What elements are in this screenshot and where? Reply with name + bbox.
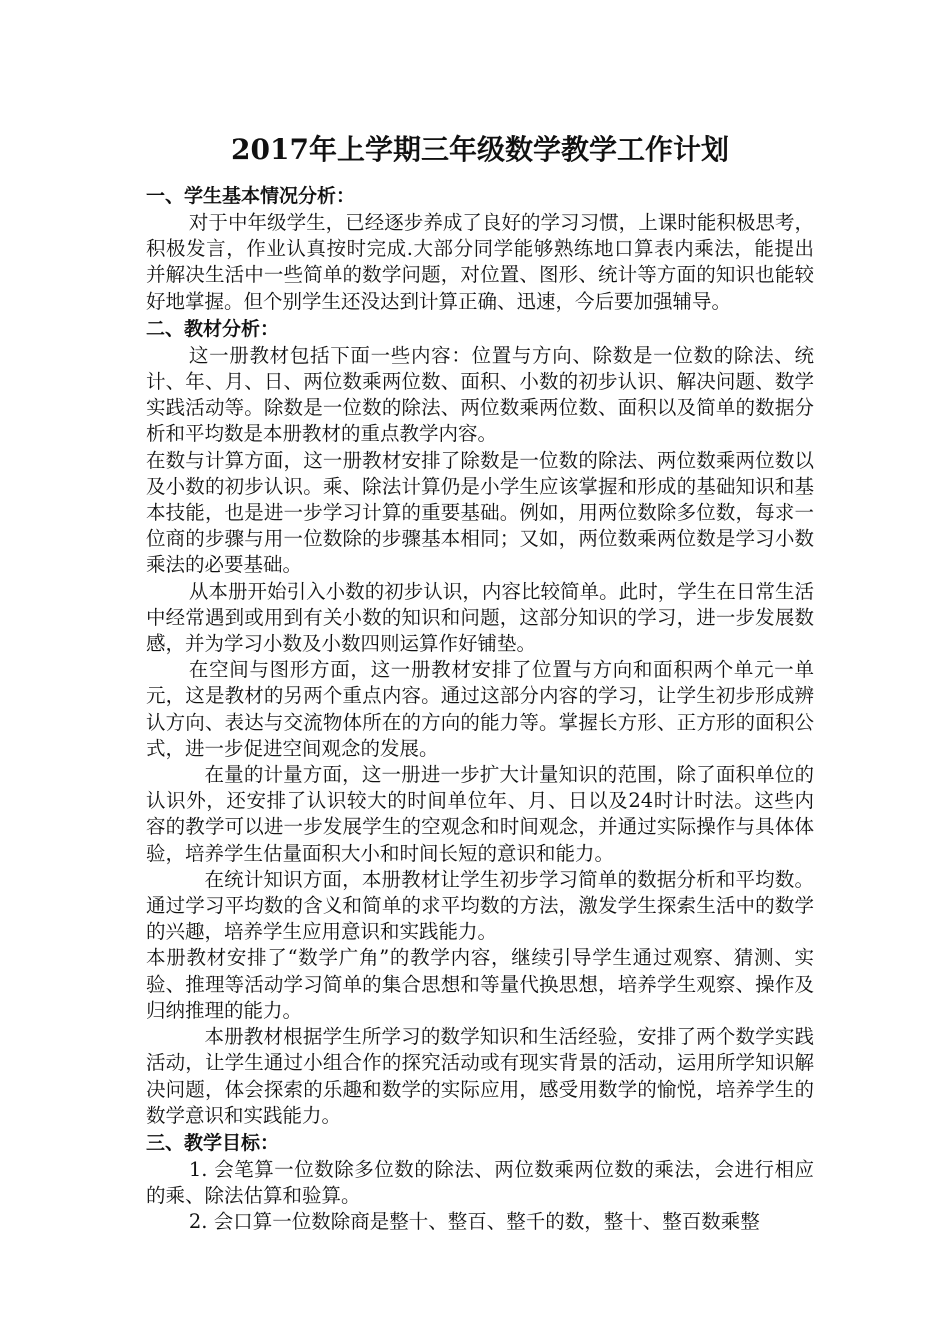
- goal-item: 1. 会笔算一位数除多位数的除法、两位数乘两位数的乘法，会进行相应的乘、除法估算和验算。: [146, 1157, 814, 1208]
- section-heading-teaching-goals: 三、教学目标：: [146, 1131, 280, 1154]
- goal-item: 2. 会口算一位数除商是整十、整百、整千的数，整十、整百数乘整: [188, 1210, 760, 1234]
- paragraph: 在量的计量方面，这一册进一步扩大计量知识的范围，除了面积单位的认识外，还安排了认识较大的时间单位年、月、日以及24时计时法。这些内容的教学可以进一步发展学生的空观念和时间观念，并通过实际操作与具体体验，培养学生估量面积大小和时间长短的意识和能力。: [146, 763, 814, 865]
- paragraph: 在数与计算方面，这一册教材安排了除数是一位数的除法、两位数乘两位数以及小数的初步认识。乘、除法计算仍是小学生应该掌握和形成的基础知识和基本技能，也是进一步学习计算的重要基础。例如，用两位数除多位数，每求一位商的步骤与用一位数除的步骤基本相同；又如，两位数乘两位数是学习小数乘法的必要基础。: [146, 448, 814, 577]
- section-heading-student-analysis: 一、学生基本情况分析：: [146, 185, 356, 207]
- paragraph: 从本册开始引入小数的初步认识，内容比较简单。此时，学生在日常生活中经常遇到或用到有关小数的知识和问题，这部分知识的学习，进一步发展数感，并为学习小数及小数四则运算作好铺垫。: [146, 579, 814, 656]
- paragraph: 在统计知识方面，本册教材让学生初步学习简单的数据分析和平均数。通过学习平均数的含义和简单的求平均数的方法，激发学生探索生活中的数学的兴趣，培养学生应用意识和实践能力。: [146, 867, 814, 944]
- paragraph: 对于中年级学生，已经逐步养成了良好的学习习惯，上课时能积极思考，积极发言，作业认真按时完成.大部分同学能够熟练地口算表内乘法，能提出并解决生活中一些简单的数学问题，对位置、图形、统计等方面的知识也能较好地掌握。但个别学生还没达到计算正确、迅速，今后要加强辅导。: [146, 211, 814, 313]
- paragraph: 在空间与图形方面，这一册教材安排了位置与方向和面积两个单元一单元，这是教材的另两个重点内容。通过这部分内容的学习，让学生初步形成辨认方向、表达与交流物体所在的方向的能力等。掌握长方形、正方形的面积公式，进一步促进空间观念的发展。: [146, 658, 814, 760]
- document-title: 2017年上学期三年级数学教学工作计划: [231, 133, 729, 166]
- paragraph: 本册教材安排了“数学广角”的教学内容，继续引导学生通过观察、猜测、实验、推理等活动学习简单的集合思想和等量代换思想，培养学生观察、操作及归纳推理的能力。: [146, 946, 814, 1022]
- section-heading-textbook-analysis: 二、教材分析：: [146, 317, 280, 340]
- paragraph: 本册教材根据学生所学习的数学知识和生活经验，安排了两个数学实践活动，让学生通过小组合作的探究活动或有现实背景的活动，运用所学知识解决问题，体会探索的乐趣和数学的实际应用，感受用数学的愉悦，培养学生的数学意识和实践能力。: [146, 1025, 814, 1127]
- paragraph: 这一册教材包括下面一些内容：位置与方向、除数是一位数的除法、统计、年、月、日、两位数乘两位数、面积、小数的初步认识、解决问题、数学实践活动等。除数是一位数的除法、两位数乘两位数、面积以及简单的数据分析和平均数是本册教材的重点教学内容。: [146, 343, 814, 446]
- document-page: [146, 130, 814, 1236]
